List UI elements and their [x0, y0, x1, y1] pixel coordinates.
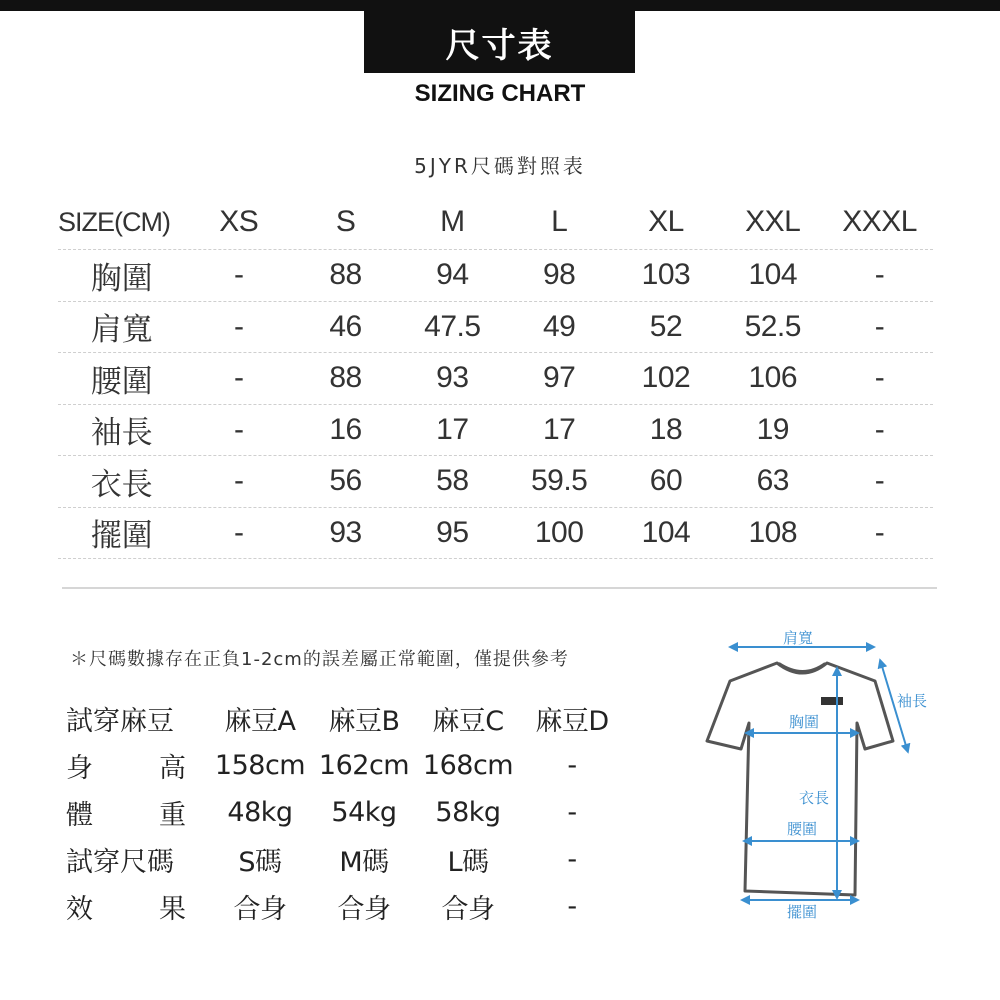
table-cell: 56 — [329, 464, 362, 498]
table-cell: 102 — [641, 361, 691, 395]
table-cell: - — [567, 797, 577, 828]
shoulder-label: 肩寬 — [783, 629, 814, 647]
model-name: 麻豆C — [432, 706, 504, 737]
table-cell: 103 — [641, 258, 691, 292]
size-header-label: SIZE(CM) — [58, 206, 170, 237]
table-cell: 93 — [329, 515, 362, 549]
table-cell: 54kg — [331, 797, 397, 828]
model-header-label: 試穿麻豆 — [66, 706, 174, 737]
tshirt-svg — [695, 615, 955, 925]
size-table — [58, 195, 933, 559]
table-cell: 88 — [329, 258, 362, 292]
hem-label: 擺圍 — [787, 903, 818, 921]
row-label: 肩寬 — [90, 312, 153, 349]
table-cell: - — [874, 258, 885, 292]
table-cell: 93 — [436, 361, 469, 395]
size-header-cell: L — [551, 205, 568, 238]
table-cell: - — [567, 750, 577, 781]
table-cell: 58kg — [435, 797, 501, 828]
table-cell: 58 — [436, 464, 469, 498]
size-header-cell: XXXL — [842, 205, 917, 238]
table-row — [58, 250, 933, 302]
table-cell: - — [874, 464, 885, 498]
table-cell: 63 — [756, 464, 789, 498]
row-label: 袖長 — [90, 415, 153, 452]
table-row — [66, 883, 624, 930]
top-bar — [0, 0, 1000, 11]
table-cell: - — [567, 891, 577, 922]
table-cell: 47.5 — [424, 309, 481, 343]
size-table-header — [58, 195, 933, 250]
table-cell: - — [234, 412, 244, 446]
size-header-cell: XL — [648, 205, 684, 238]
table-cell: 52 — [649, 309, 683, 343]
table-row — [66, 836, 624, 883]
table-cell: 104 — [641, 515, 691, 549]
table-cell: 48kg — [227, 797, 293, 828]
table-cell: 162cm — [318, 750, 410, 781]
table-cell: L碼 — [447, 847, 489, 878]
table-cell: 59.5 — [530, 464, 588, 498]
table-cell: 17 — [436, 412, 469, 446]
table-row — [58, 302, 933, 354]
table-row — [58, 405, 933, 457]
row-label: 衣長 — [90, 466, 153, 503]
table-cell: M碼 — [339, 847, 389, 878]
table-cell: 18 — [649, 412, 683, 446]
size-header-cell: S — [335, 205, 356, 238]
table-cell: - — [567, 844, 577, 875]
table-cell: 49 — [542, 309, 576, 343]
row-label: 體 重 — [66, 800, 186, 831]
table-cell: - — [234, 515, 244, 549]
sleeve-label: 袖長 — [897, 692, 928, 710]
table-cell: 46 — [329, 309, 362, 343]
table-cell: 17 — [542, 412, 576, 446]
table-cell: - — [874, 515, 885, 549]
table-cell: 19 — [756, 412, 789, 446]
table-cell: 95 — [436, 515, 469, 549]
table-cell: 合身 — [233, 894, 287, 925]
table-cell: 98 — [542, 258, 576, 292]
table-row — [58, 456, 933, 508]
table-cell: 104 — [748, 258, 798, 292]
table-row — [66, 789, 624, 836]
table-cell: 100 — [534, 515, 584, 549]
table-cell: 158cm — [214, 750, 306, 781]
row-label: 腰圍 — [90, 363, 153, 400]
table-cell: 16 — [329, 412, 362, 446]
logo-mark — [821, 697, 843, 705]
measurement-note: ＊尺碼數據存在正負1-2cm的誤差屬正常範圍，僅提供參考 — [70, 649, 569, 670]
table-row — [58, 353, 933, 405]
table-title: 5JYR尺碼對照表 — [414, 154, 586, 178]
model-name: 麻豆A — [224, 706, 296, 737]
table-row — [58, 508, 933, 560]
page-title: 尺寸表 — [364, 11, 635, 73]
row-label: 身 高 — [66, 753, 186, 784]
tshirt-measurement-diagram — [695, 615, 955, 925]
row-label: 胸圍 — [90, 260, 153, 297]
table-cell: 108 — [748, 515, 798, 549]
table-cell: 合身 — [441, 894, 495, 925]
length-label: 衣長 — [799, 789, 830, 807]
table-cell: - — [234, 309, 244, 343]
tshirt-outline — [707, 663, 893, 895]
row-label: 效 果 — [66, 894, 186, 925]
row-label: 試穿尺碼 — [66, 847, 174, 878]
size-header-cell: XS — [219, 205, 259, 238]
table-cell: - — [234, 361, 244, 395]
table-cell: 106 — [748, 361, 798, 395]
table-cell: - — [234, 464, 244, 498]
waist-label: 腰圍 — [787, 820, 818, 838]
table-cell: 52.5 — [744, 309, 801, 343]
row-label: 擺圍 — [90, 518, 153, 555]
table-cell: - — [874, 309, 885, 343]
table-cell: 88 — [329, 361, 362, 395]
table-cell: - — [874, 361, 885, 395]
chest-label: 胸圍 — [789, 713, 820, 731]
table-cell: - — [234, 258, 244, 292]
section-divider — [62, 587, 937, 589]
table-row — [66, 742, 624, 789]
table-cell: S碼 — [238, 847, 282, 878]
table-cell: 97 — [542, 361, 576, 395]
table-cell: 60 — [649, 464, 683, 498]
table-cell: 94 — [436, 258, 469, 292]
table-cell: - — [874, 412, 885, 446]
table-cell: 合身 — [337, 894, 391, 925]
table-cell: 168cm — [422, 750, 514, 781]
model-header-row — [66, 695, 624, 742]
model-name: 麻豆D — [535, 706, 609, 737]
page-subtitle: SIZING CHART — [414, 80, 586, 107]
size-header-cell: M — [440, 205, 465, 238]
model-name: 麻豆B — [328, 706, 400, 737]
model-table — [66, 695, 624, 930]
size-header-cell: XXL — [745, 205, 801, 238]
